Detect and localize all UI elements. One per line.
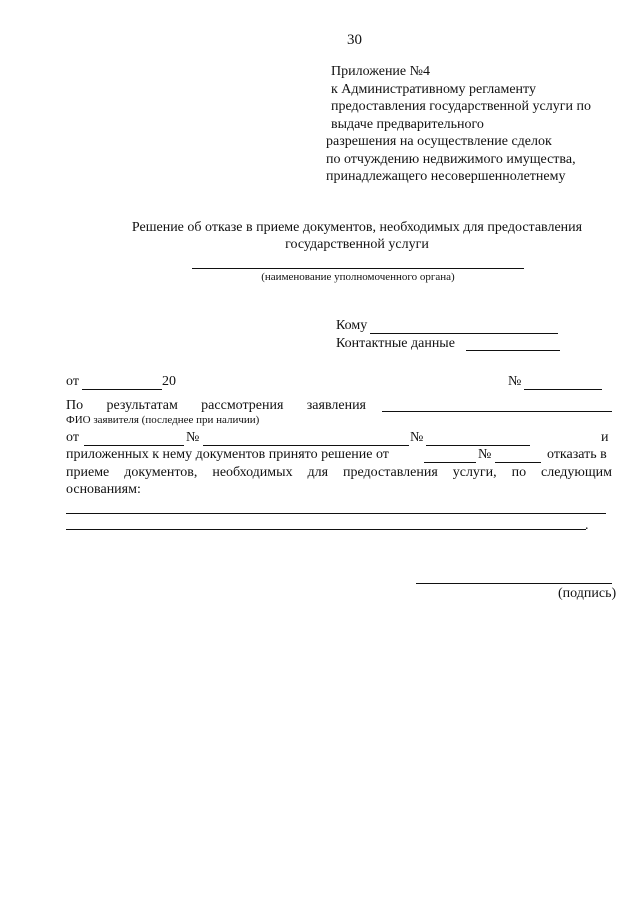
document-heading-line2: государственной услуги [285, 237, 429, 252]
row6-text: основаниям: [66, 482, 141, 497]
number-label: № [508, 374, 522, 389]
appendix-line: предоставления государственной услуги по [331, 99, 591, 114]
row3-number2-field[interactable] [426, 445, 530, 446]
row3-number-field[interactable] [203, 445, 409, 446]
year-prefix: 20 [162, 374, 176, 389]
number-field[interactable] [524, 389, 602, 390]
appendix-line: по отчуждению недвижимого имущества, [326, 152, 576, 167]
grounds-period: . [585, 518, 589, 533]
authority-caption: (наименование уполномоченного органа) [261, 271, 455, 283]
row5-text: приеме документов, необходимых для предоставления услуги, по следующим [66, 465, 612, 480]
contacts-field[interactable] [466, 350, 560, 351]
contacts-label: Контактные данные [336, 336, 455, 351]
appendix-title: Приложение №4 [331, 64, 430, 79]
appendix-line: принадлежащего несовершеннолетнему [326, 169, 566, 184]
row4-text: приложенных к нему документов принято решение от [66, 447, 389, 462]
row4-number-label: № [478, 447, 492, 462]
page-number: 30 [347, 32, 362, 48]
date-field[interactable] [82, 389, 162, 390]
recipient-field[interactable] [370, 333, 558, 334]
grounds-line[interactable] [66, 513, 606, 514]
appendix-line: разрешения на осуществление сделок [326, 134, 552, 149]
decision-date-field[interactable] [424, 462, 476, 463]
row4-refuse: отказать в [547, 447, 607, 462]
decision-number-field[interactable] [495, 462, 541, 463]
row3-from-label: от [66, 430, 79, 445]
recipient-label: Кому [336, 318, 368, 333]
review-word: По [66, 398, 84, 413]
review-word: заявления [306, 398, 366, 413]
appendix-line: к Административному регламенту [331, 82, 536, 97]
appendix-line: выдаче предварительного [331, 117, 484, 132]
row3-number2-label: № [410, 430, 424, 445]
row3-number-label: № [186, 430, 200, 445]
review-text [66, 398, 366, 414]
row3-date-field[interactable] [84, 445, 184, 446]
review-word: результатам [106, 398, 178, 413]
authority-name-field[interactable] [192, 268, 524, 269]
applicant-caption: ФИО заявителя (последнее при наличии) [66, 414, 260, 426]
signature-caption: (подпись) [558, 586, 617, 601]
review-word: рассмотрения [201, 398, 284, 413]
grounds-line[interactable] [66, 529, 586, 530]
document-heading-line1: Решение об отказе в приеме документов, необходимых для предоставления [131, 220, 583, 235]
date-from-label: от [66, 374, 79, 389]
applicant-field[interactable] [382, 411, 612, 412]
signature-field[interactable] [416, 583, 612, 584]
row3-and: и [601, 430, 609, 445]
